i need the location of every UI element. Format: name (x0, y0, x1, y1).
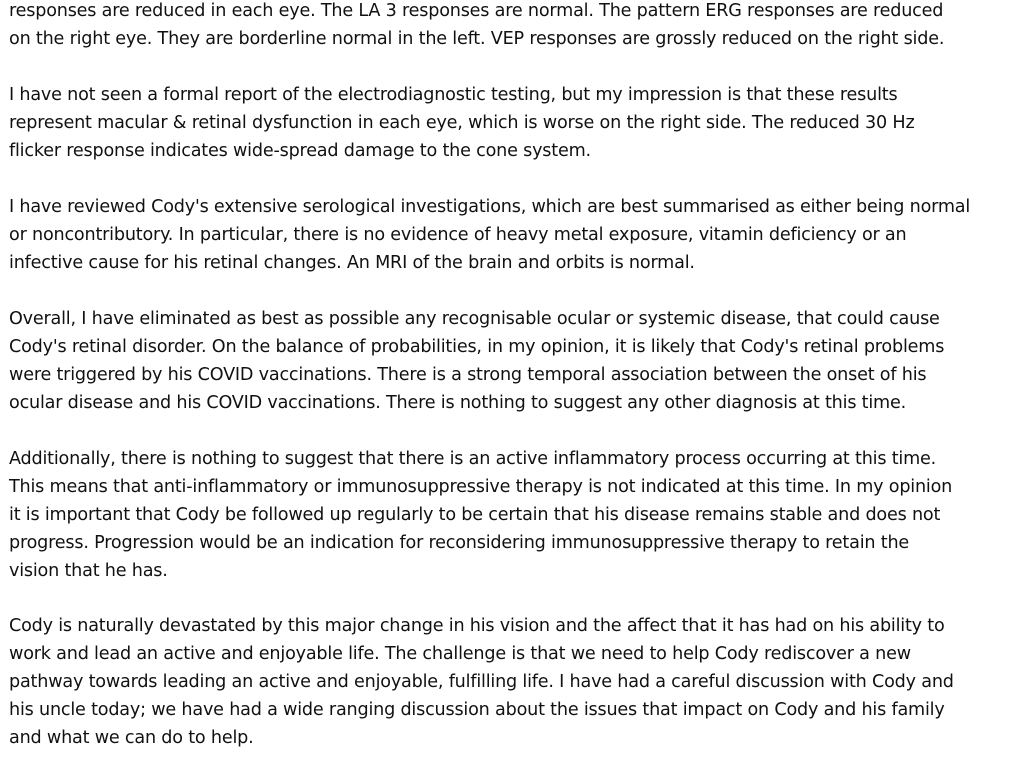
text-line: it is important that Cody be followed up regularly to be certain that his disease remains stable and does not (9, 505, 941, 525)
text-line: pathway towards leading an active and enjoyable, fulfilling life. I have had a careful discussion with Cody and (9, 672, 954, 692)
text-line: I have reviewed Cody's extensive serological investigations, which are best summarised as either being normal (9, 197, 971, 217)
text-line: ocular disease and his COVID vaccinations. There is nothing to suggest any other diagnosis at this time. (9, 393, 907, 413)
text-line: represent macular & retinal dysfunction in each eye, which is worse on the right side. The reduced 30 Hz (9, 113, 915, 133)
text-line: This means that anti-inflammatory or immunosuppressive therapy is not indicated at this time. In my opinion (9, 477, 953, 497)
text-line: Cody's retinal disorder. On the balance of probabilities, in my opinion, it is likely that Cody's retinal problems (9, 337, 945, 357)
text-line: infective cause for his retinal changes. An MRI of the brain and orbits is normal. (9, 253, 695, 273)
text-line: Overall, I have eliminated as best as possible any recognisable ocular or systemic disease, that could cause (9, 309, 940, 329)
text-line: or noncontributory. In particular, there is no evidence of heavy metal exposure, vitamin deficiency or an (9, 225, 907, 245)
text-line: Additionally, there is nothing to suggest that there is an active inflammatory process occurring at this time. (9, 449, 937, 469)
text-line: his uncle today; we have had a wide ranging discussion about the issues that impact on Cody and his family (9, 700, 945, 720)
text-line: Cody is naturally devastated by this major change in his vision and the affect that it has had on his ability to (9, 616, 945, 636)
text-line: were triggered by his COVID vaccinations. There is a strong temporal association between the onset of his (9, 365, 927, 385)
text-line: responses are reduced in each eye. The LA 3 responses are normal. The pattern ERG responses are reduced (9, 1, 944, 21)
text-line: and what we can do to help. (9, 728, 254, 748)
text-line: work and lead an active and enjoyable life. The challenge is that we need to help Cody rediscover a new (9, 644, 911, 664)
text-line: on the right eye. They are borderline normal in the left. VEP responses are grossly reduced on the right side. (9, 29, 945, 49)
text-line: flicker response indicates wide-spread damage to the cone system. (9, 141, 591, 161)
text-line: vision that he has. (9, 561, 168, 581)
text-line: progress. Progression would be an indication for reconsidering immunosuppressive therapy to retain the (9, 533, 910, 553)
text-line: I have not seen a formal report of the electrodiagnostic testing, but my impression is that these results (9, 85, 898, 105)
